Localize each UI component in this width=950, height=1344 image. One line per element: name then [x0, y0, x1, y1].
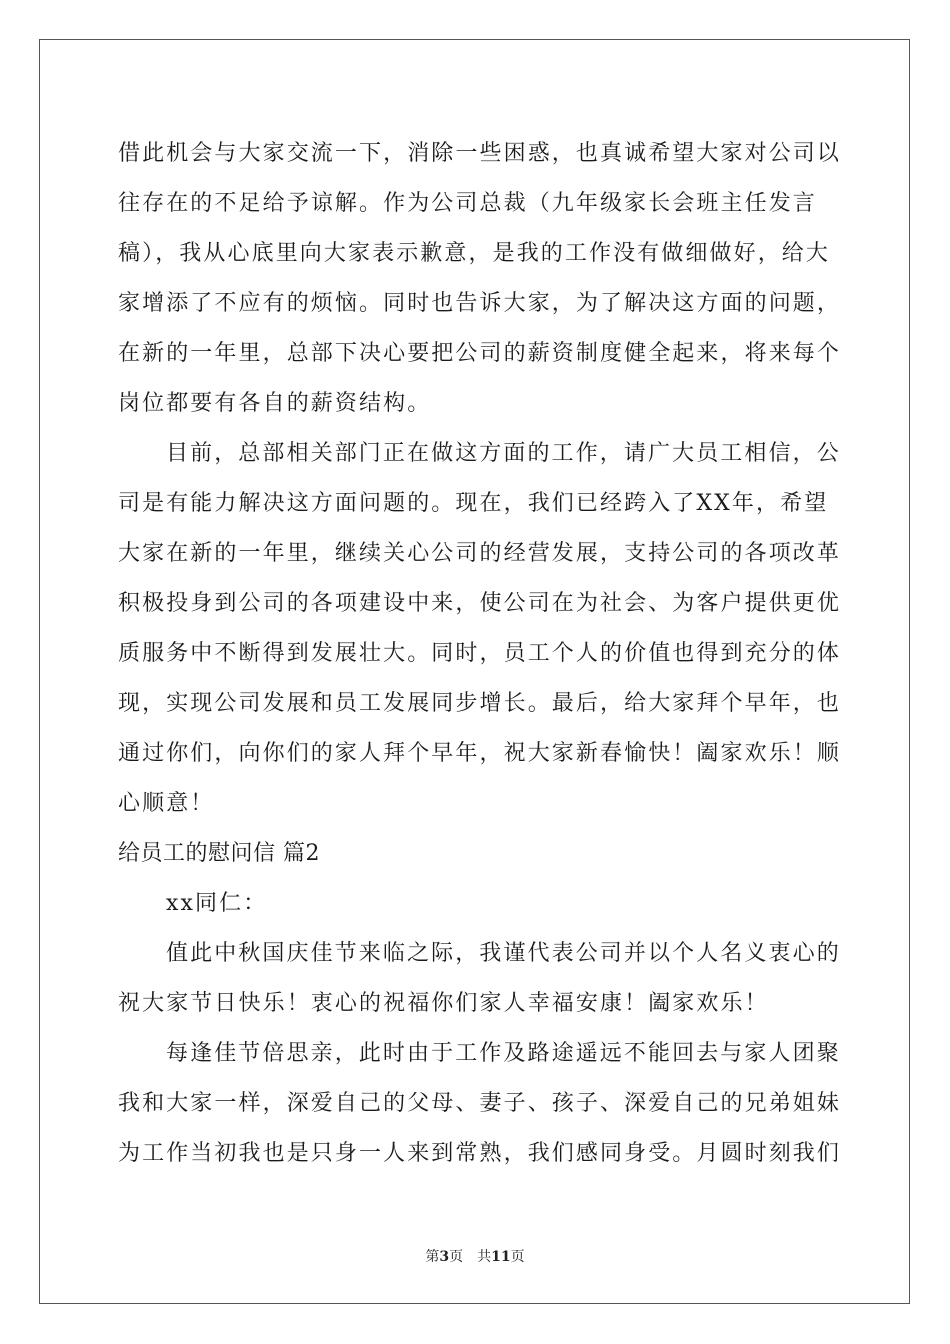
paragraph-line: 每逢佳节倍思亲，此时由于工作及路途遥远不能回去与家人团聚 — [166, 1041, 841, 1066]
paragraph-line: 在新的一年里，总部下决心要把公司的薪资制度健全起来，将来每个 — [118, 341, 842, 366]
page-footer — [0, 1246, 950, 1266]
total-suffix: 页 — [510, 1249, 525, 1265]
paragraph-line: 质服务中不断得到发展壮大。同时，员工个人的价值也得到充分的体 — [118, 641, 842, 666]
document-body — [118, 129, 842, 1179]
page-suffix: 页 — [449, 1249, 464, 1265]
salutation: xx同仁： — [166, 891, 268, 916]
paragraph-line: 为工作当初我也是只身一人来到常熟，我们感同身受。月圆时刻我们 — [118, 1141, 842, 1166]
total-prefix: 共 — [477, 1249, 492, 1265]
paragraph-line: 祝大家节日快乐！衷心的祝福你们家人幸福安康！阖家欢乐！ — [118, 991, 769, 1016]
paragraph-line: 往存在的不足给予谅解。作为公司总裁（九年级家长会班主任发言 — [118, 191, 817, 216]
paragraph-line: 积极投身到公司的各项建设中来，使公司在为社会、为客户提供更优 — [118, 591, 842, 616]
paragraph-line: 通过你们，向你们的家人拜个早年，祝大家新春愉快！阖家欢乐！顺 — [118, 741, 842, 766]
paragraph-line: 稿），我从心底里向大家表示歉意，是我的工作没有做细做好，给大 — [118, 241, 831, 266]
paragraph-line: 心顺意！ — [118, 791, 215, 816]
paragraph-line: 现，实现公司发展和员工发展同步增长。最后，给大家拜个早年，也 — [118, 691, 842, 716]
page-prefix: 第 — [425, 1249, 440, 1265]
current-page-number: 3 — [439, 1249, 450, 1265]
paragraph-line: 大家在新的一年里，继续关心公司的经营发展，支持公司的各项改革 — [118, 541, 842, 566]
paragraph-line: 司是有能力解决这方面问题的。现在，我们已经跨入了XX年，希望 — [118, 491, 829, 516]
paragraph-line: 我和大家一样，深爱自己的父母、妻子、孩子、深爱自己的兄弟姐妹 — [118, 1091, 842, 1116]
section-heading: 给员工的慰问信 篇2 — [118, 841, 320, 866]
paragraph-line: 家增添了不应有的烦恼。同时也告诉大家，为了解决这方面的问题， — [118, 291, 842, 316]
paragraph-line: 值此中秋国庆佳节来临之际，我谨代表公司并以个人名义衷心的 — [166, 941, 841, 966]
paragraph-line: 岗位都要有各自的薪资结构。 — [118, 391, 432, 416]
paragraph-line: 借此机会与大家交流一下，消除一些困惑，也真诚希望大家对公司以 — [118, 141, 842, 166]
total-page-count: 11 — [491, 1249, 511, 1265]
paragraph-line: 目前，总部相关部门正在做这方面的工作，请广大员工相信，公 — [166, 441, 841, 466]
